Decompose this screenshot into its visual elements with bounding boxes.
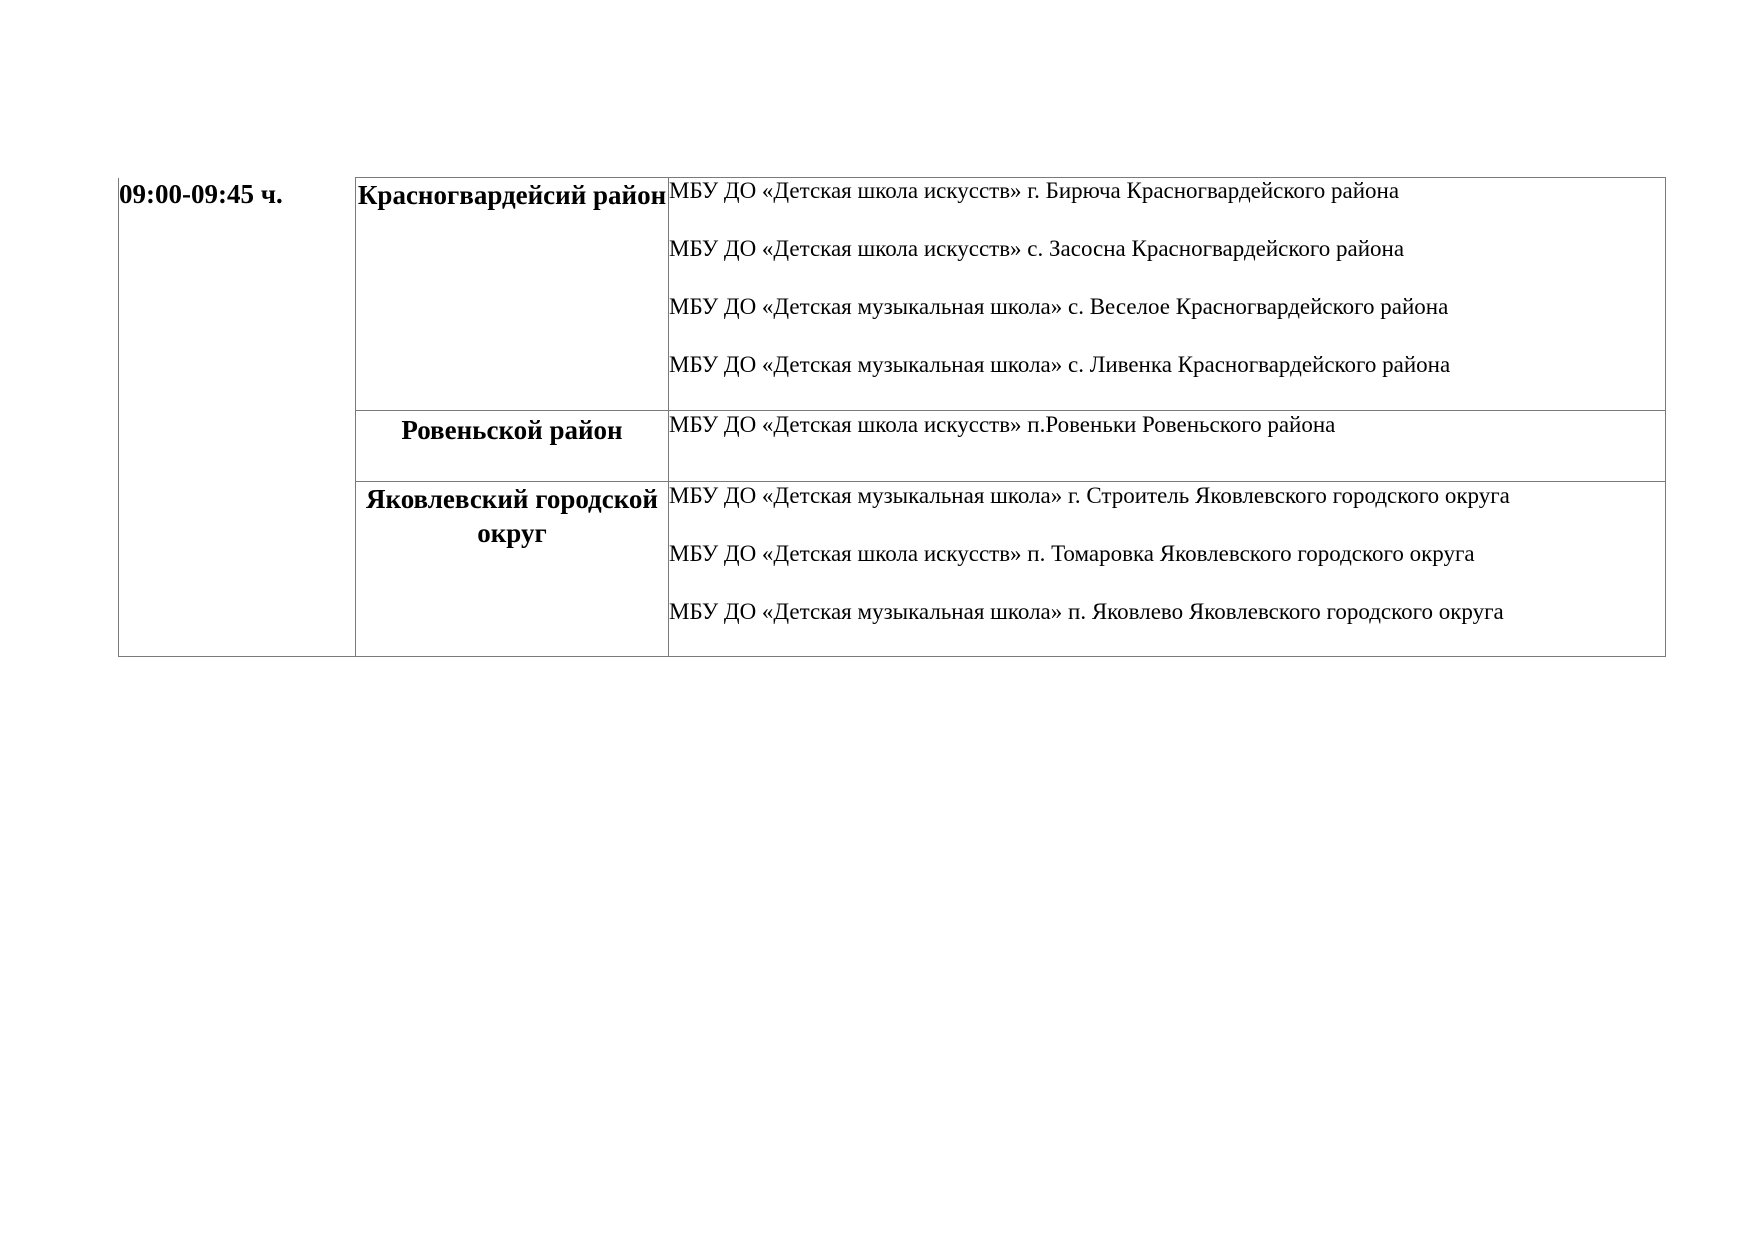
schools-cell bbox=[669, 178, 1666, 411]
school-entry: МБУ ДО «Детская музыкальная школа» с. Ливенка Красногвардейского района bbox=[669, 352, 1451, 377]
school-entry: МБУ ДО «Детская школа искусств» с. Засосна Красногвардейского района bbox=[669, 236, 1405, 261]
district-name: Яковлевский городской округ bbox=[366, 484, 658, 548]
schools-cell bbox=[669, 482, 1666, 657]
district-name: Ровеньской район bbox=[401, 415, 623, 445]
schools-cell bbox=[669, 411, 1666, 482]
district-name: Красногвардейсий район bbox=[357, 180, 667, 210]
time-cell bbox=[119, 178, 356, 657]
school-entry: МБУ ДО «Детская школа искусств» п.Ровеньки Ровеньского района bbox=[669, 412, 1336, 437]
schedule-table bbox=[118, 177, 1666, 657]
time-slot: 09:00-09:45 ч. bbox=[119, 178, 283, 209]
table-row bbox=[119, 178, 1666, 411]
district-cell bbox=[356, 178, 669, 411]
school-entry: МБУ ДО «Детская школа искусств» г. Бирюча Красногвардейского района bbox=[669, 178, 1400, 203]
school-entry: МБУ ДО «Детская музыкальная школа» п. Яковлево Яковлевского городского округа bbox=[669, 599, 1504, 624]
school-entry: МБУ ДО «Детская школа искусств» п. Томаровка Яковлевского городского округа bbox=[669, 541, 1475, 566]
school-entry: МБУ ДО «Детская музыкальная школа» г. Строитель Яковлевского городского округа bbox=[669, 483, 1510, 508]
district-cell bbox=[356, 482, 669, 657]
school-entry: МБУ ДО «Детская музыкальная школа» с. Веселое Красногвардейского района bbox=[669, 294, 1449, 319]
district-cell bbox=[356, 411, 669, 482]
